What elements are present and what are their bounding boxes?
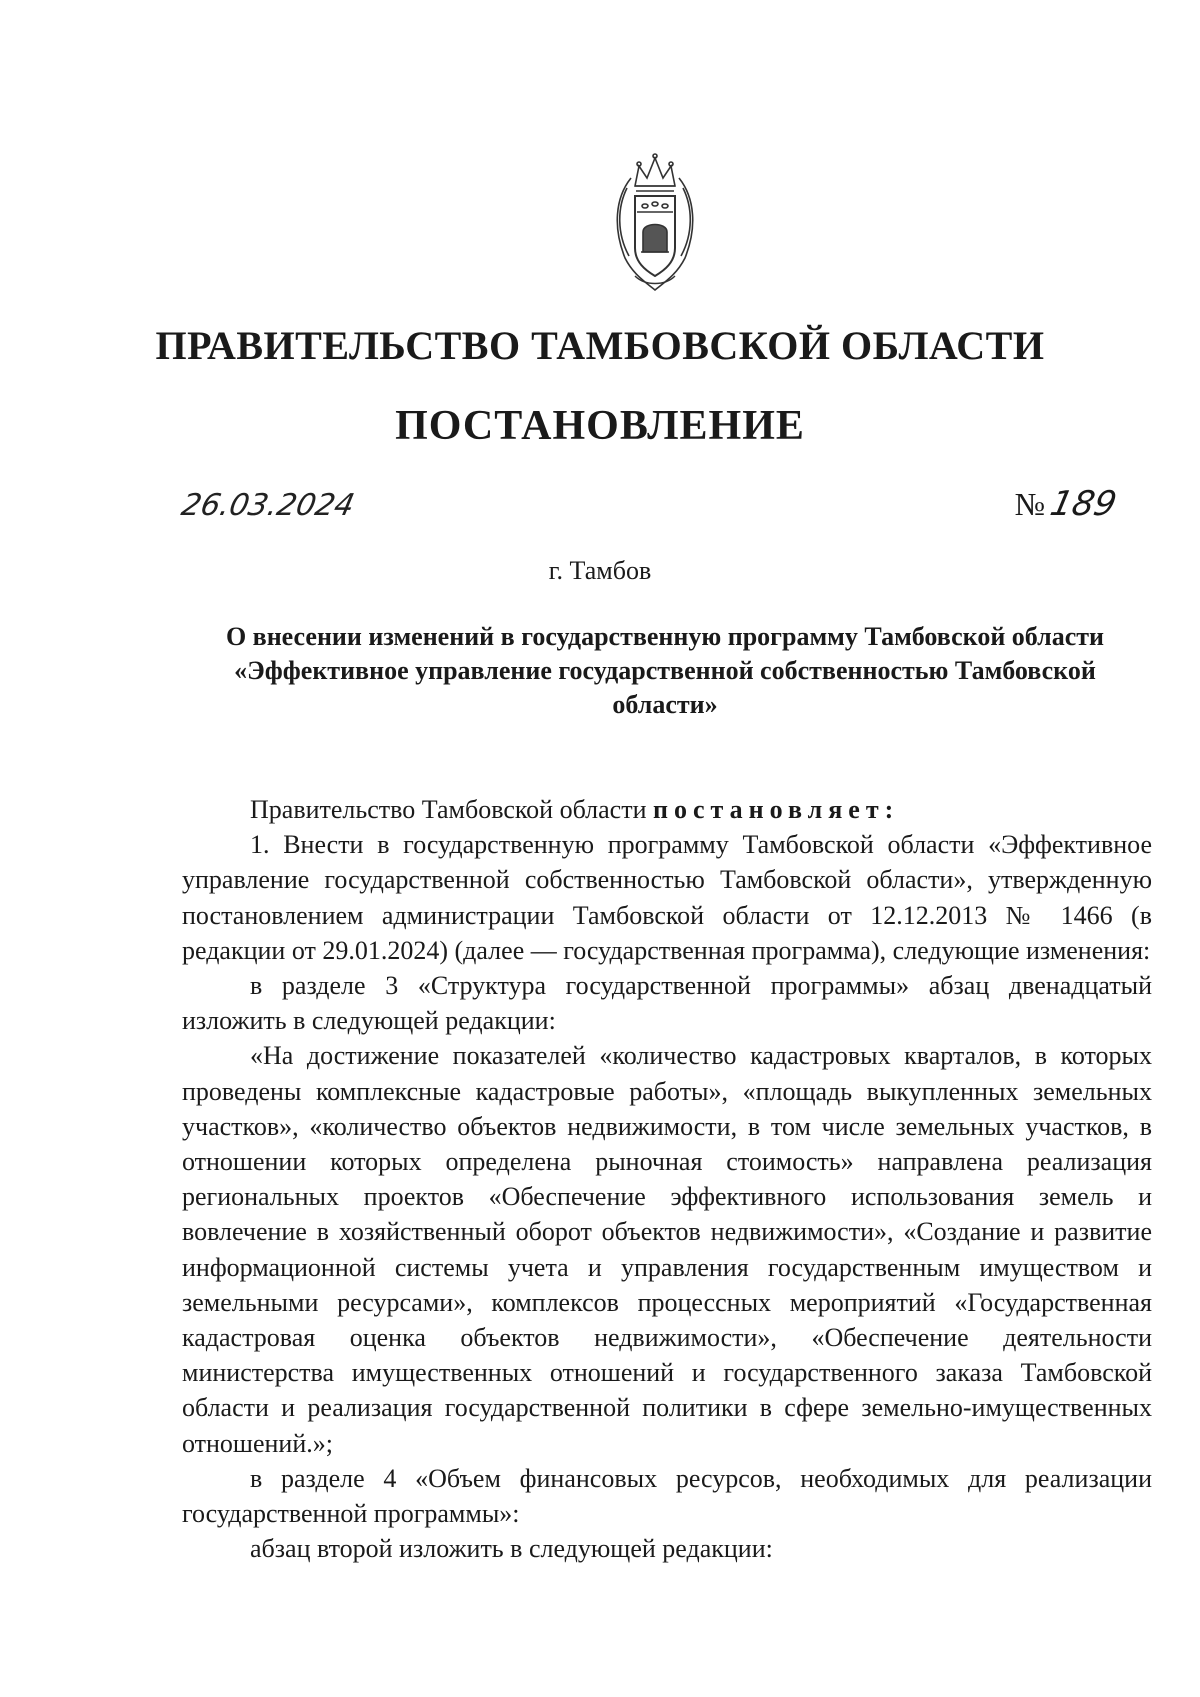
preamble-verb: постановляет — [653, 795, 885, 824]
body-paragraph: в разделе 4 «Объем финансовых ресурсов, необходимых для реализации государственной программы»: — [182, 1463, 1152, 1529]
preamble-end: : — [884, 795, 900, 824]
subject-line: О внесении изменений в государственную программу Тамбовской области — [225, 622, 1105, 651]
document-type-title: ПОСТАНОВЛЕНИЕ — [395, 403, 805, 449]
body-paragraph: «На достижение показателей «количество кадастровых кварталов, в которых проведены комплексные кадастровые работы», «площадь выкупленных земельных участков», «количество объектов недвижимости, в том числе земельных участков, в отношении которых определена рыночная стоимость» направлена реализация региональных проектов «Обеспечение эффективного использования земель и вовлечение в хозяйственный оборот объектов недвижимости», «Создание и развитие информационной системы учета и управления государственным имуществом и земельными ресурсами», комплексов процессных мероприятий «Государственная кадастровая оценка объектов недвижимости», «Обеспечение деятельности министерства имущественных отношений и государственного заказа Тамбовской области и реализация государственной политики в сфере земельно-имущественных отношений.»; — [182, 1041, 1152, 1458]
document-body — [182, 792, 1152, 1566]
preamble-text: Правительство Тамбовской области — [250, 795, 647, 824]
city-line: г. Тамбов — [548, 556, 652, 585]
body-paragraph: абзац второй изложить в следующей редакции: — [250, 1534, 773, 1564]
organization-title: ПРАВИТЕЛЬСТВО ТАМБОВСКОЙ ОБЛАСТИ — [155, 323, 1045, 368]
tambov-coat-of-arms-icon — [605, 148, 705, 296]
preamble — [182, 792, 1152, 827]
number-prefix: № — [1014, 486, 1046, 522]
document-subject — [180, 620, 1150, 722]
body-paragraph: 1. Внести в государственную программу Тамбовской области «Эффективное управление государственной собственностью Тамбовской области», утвержденную постановлением администрации Тамбовской области от 12.12.2013 № 1466 (в редакции от 29.01.2024) (далее — государственная программа), следующие изменения: — [182, 830, 1152, 965]
document-date: 26.03.2024 — [178, 488, 358, 523]
subject-line: области» — [612, 690, 718, 719]
document-number — [1014, 484, 1121, 524]
number-value: 189 — [1046, 484, 1121, 524]
body-paragraph: в разделе 3 «Структура государственной программы» абзац двенадцатый изложить в следующей редакции: — [182, 971, 1152, 1036]
subject-line: «Эффективное управление государственной собственностью Тамбовской — [234, 656, 1096, 685]
